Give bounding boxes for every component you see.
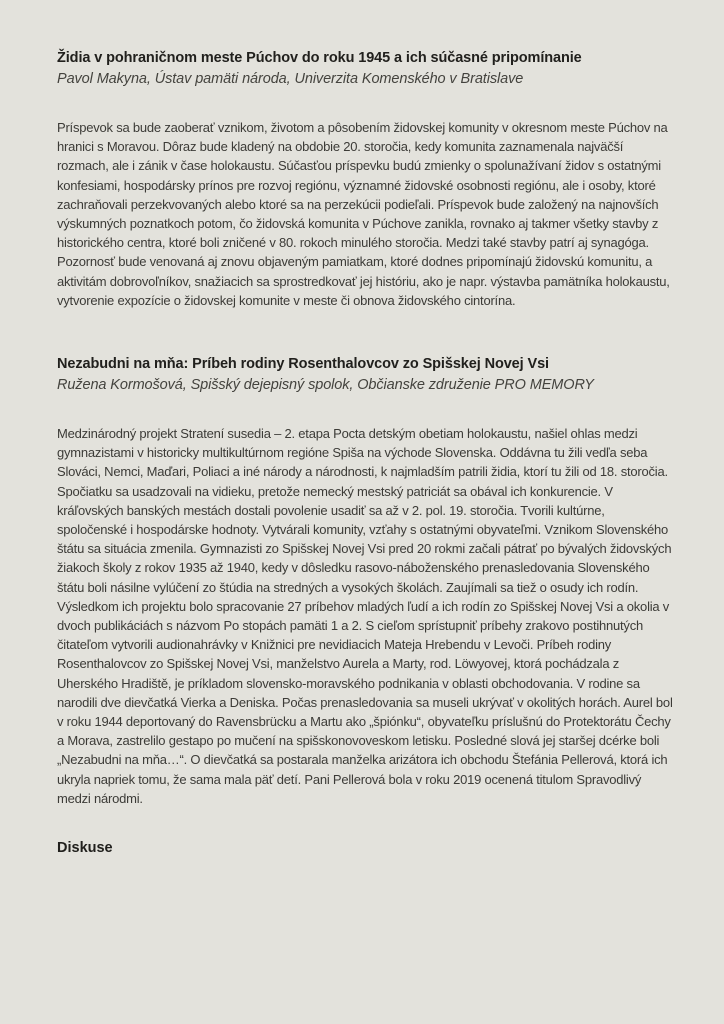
session-authors: Pavol Makyna, Ústav pamäti národa, Univerzita Komenského v Bratislave bbox=[57, 71, 524, 87]
session-title: Nezabudni na mňa: Príbeh rodiny Rosenthalovcov zo Spišskej Novej Vsi bbox=[57, 356, 549, 373]
session-authors: Ružena Kormošová, Spišský dejepisný spolok, Občianske združenie PRO MEMORY bbox=[57, 377, 594, 394]
session-title: Židia v pohraničnom meste Púchov do roku 1945 a ich súčasné pripomínanie bbox=[57, 50, 582, 66]
session-abstract-rosenthal bbox=[57, 354, 673, 808]
discussion-heading: Diskuse bbox=[57, 840, 113, 857]
page-content bbox=[57, 48, 673, 859]
session-abstract-text: Medzinárodný projekt Stratení susedia – 2. etapa Pocta detským obetiam holokaustu, našiel ohlas medzi gymnazistami v historicky multikultúrnom regióne Spiša na východe Slovenska. Oddávna tu žili vedľa seba Slováci, Nemci, Maďari, Poliaci a iné národy a národnosti, k najmladším patrili židia, ktorí tu žili od 18. storočia. Spočiatku sa usadzovali na vidieku, pretože nemecký mestský patriciát sa obával ich konkurencie. V kráľovských banských mestách dostali povolenie usadiť sa až v 2. pol. 19. storočia. Tvorili kultúrne, spoločenské i hospodárske hodnoty. Vytvárali komunity, vzťahy s ostatnými obyvateľmi. Vznikom Slovenského štátu sa situácia zmenila. Gymnazisti zo Spišskej Novej Vsi pred 20 rokmi začali pátrať po bývalých židovských žiakoch školy z rokov 1935 až 1940, kedy v dôsledku rasovo-náboženského prenasledovania Slovenského štátu boli násilne vylúčení zo štúdia na stredných a vysokých školách. Zaujímali sa tiež o osudy ich rodín. Výsledkom ich projektu bolo spracovanie 27 príbehov mladých ľudí a ich rodín zo Spišskej Novej Vsi a okolia v dvoch publikáciách s názvom Po stopách pamäti 1 a 2. S cieľom sprístupniť príbehy zrakovo postihnutých čitateľom vytvorili audionahrávky v Knižnici pre nevidiacich Mateja Hrebendu v Levoči. Príbeh rodiny Rosenthalovcov zo Spišskej Novej Vsi, manželstvo Aurela a Marty, rod. Löwyovej, ktorá pochádzala z Uherského Hradiště, je príkladom slovensko-moravského podnikania v oblasti obchodovania. V rodine sa narodili dve dievčatká Vierka a Deniska. Počas prenasledovania sa museli ukrývať v okolitých horách. Aurel bol v roku 1944 deportovaný do Ravensbrücku a Martu ako „špiónku“, obyvateľku príslušnú do Protektorátu Čechy a Morava, zastrelilo gestapo po mučení na spišskonovoveskom letisku. Posledné slová jej staršej dcérke boli „Nezabudni na mňa…“. O dievčatká sa postarala manželka arizátora ich obchodu Štefánia Pellerová, ktorá ich ukryla napriek tomu, že sama mala päť detí. Pani Pellerová bola v roku 2019 ocenená titulom Spravodlivý medzi národmi. bbox=[57, 426, 673, 806]
session-abstract-puchov bbox=[57, 48, 673, 310]
session-abstract-text: Príspevok sa bude zaoberať vznikom, životom a pôsobením židovskej komunity v okresnom meste Púchov na hranici s Moravou. Dôraz bude kladený na obdobie 20. storočia, kedy komunita zaznamenala najväčší rozmach, ale i zánik v čase holokaustu. Súčasťou príspevku budú zmienky o spolunažívaní židov s ostatnými konfesiami, hospodársky prínos pre rozvoj regiónu, významné židovské osobnosti regiónu, ale i osoby, ktoré zachraňovali perzekvovaných alebo ktoré sa na perzekúcii podieľali. Príspevok bude založený na najnovších výskumných poznatkoch potom, čo židovská komunita v Púchove zanikla, rovnako aj takmer všetky stavby z historického centra, ktoré boli zničené v 80. rokoch minulého storočia. Medzi také stavby patrí aj synagóga. Pozornosť bude venovaná aj znovu objaveným pamiatkam, ktoré dodnes pripomínajú židovskú komunitu, a aktivitám dobrovoľníkov, snažiacich sa sprostredkovať jej históriu, ako je napr. výstavba pamätníka holokaustu, vytvorenie expozície o židovskej komunite v meste či obnova židovského cintorína. bbox=[57, 120, 670, 308]
